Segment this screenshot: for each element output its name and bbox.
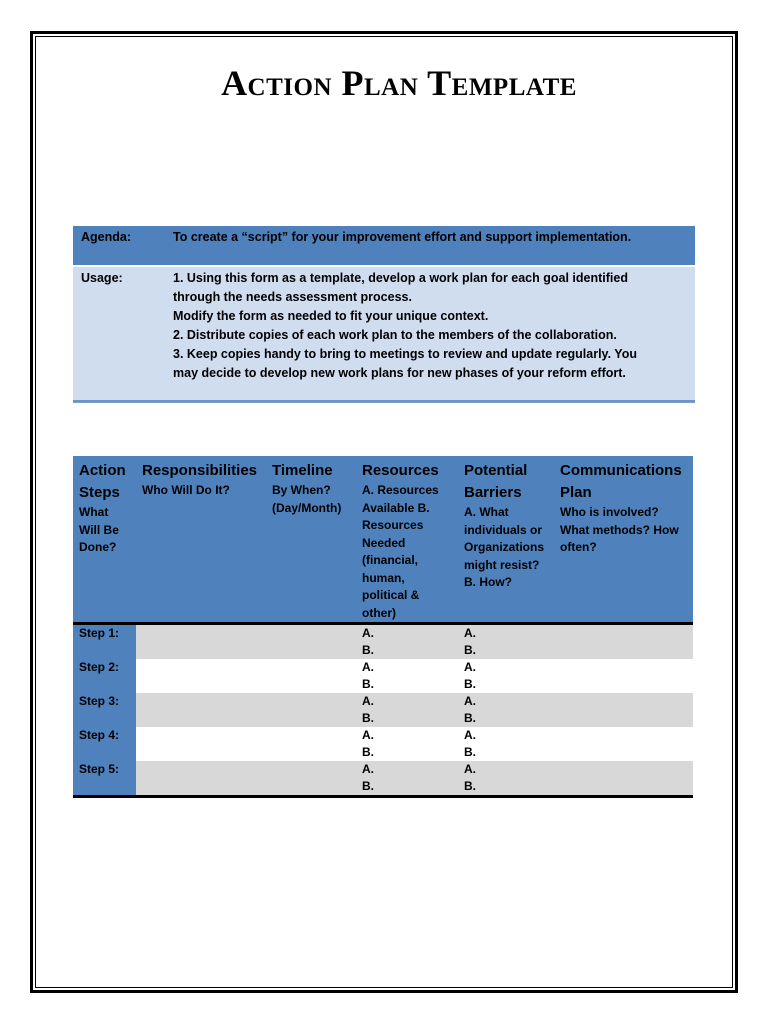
resources-a: A. xyxy=(362,762,374,776)
header-resources xyxy=(356,456,458,624)
step-label: Step 2: xyxy=(73,659,136,693)
timeline-cell[interactable] xyxy=(266,659,356,693)
table-row xyxy=(73,659,693,693)
header-title: Resources xyxy=(362,462,439,479)
header-action-steps xyxy=(73,456,136,624)
timeline-cell[interactable] xyxy=(266,761,356,797)
communications-cell[interactable] xyxy=(554,659,693,693)
resources-cell[interactable] xyxy=(356,761,458,797)
header-timeline xyxy=(266,456,356,624)
header-subtitle: Who is involved? What methods? How often? xyxy=(560,505,679,554)
header-subtitle: A. Resources Available B. Resources Needed (financial, human, political & other) xyxy=(362,483,439,620)
barriers-b: B. xyxy=(464,711,476,725)
header-title: Potential Barriers xyxy=(464,462,528,501)
table-row xyxy=(73,693,693,727)
table-header-row xyxy=(73,456,693,624)
barriers-cell[interactable] xyxy=(458,727,554,761)
step-label: Step 5: xyxy=(73,761,136,797)
table-row xyxy=(73,761,693,797)
header-responsibilities xyxy=(136,456,266,624)
resources-a: A. xyxy=(362,626,374,640)
timeline-cell[interactable] xyxy=(266,624,356,660)
header-subtitle: Who Will Do It? xyxy=(142,483,230,497)
agenda-label: Agenda: xyxy=(73,226,167,266)
usage-line: 2. Distribute copies of each work plan to the members of the collaboration. xyxy=(173,328,617,342)
header-potential-barriers xyxy=(458,456,554,624)
agenda-text: To create a “script” for your improvement effort and support implementation. xyxy=(167,226,695,266)
timeline-cell[interactable] xyxy=(266,693,356,727)
barriers-b: B. xyxy=(464,779,476,793)
barriers-a: A. xyxy=(464,660,476,674)
step-label: Step 3: xyxy=(73,693,136,727)
page-title: Action Plan Template xyxy=(221,63,577,103)
header-subtitle: By When? (Day/Month) xyxy=(272,483,342,515)
responsibilities-cell[interactable] xyxy=(136,727,266,761)
communications-cell[interactable] xyxy=(554,624,693,660)
header-communications-plan xyxy=(554,456,693,624)
usage-row xyxy=(73,266,695,401)
action-plan-table xyxy=(73,456,693,798)
agenda-row xyxy=(73,226,695,266)
resources-b: B. xyxy=(362,779,374,793)
resources-cell[interactable] xyxy=(356,727,458,761)
header-subtitle: What Will Be Done? xyxy=(79,505,119,554)
resources-a: A. xyxy=(362,728,374,742)
barriers-cell[interactable] xyxy=(458,761,554,797)
communications-cell[interactable] xyxy=(554,693,693,727)
header-title: Responsibilities xyxy=(142,462,258,479)
barriers-cell[interactable] xyxy=(458,659,554,693)
barriers-b: B. xyxy=(464,643,476,657)
communications-cell[interactable] xyxy=(554,761,693,797)
usage-line: 3. Keep copies handy to bring to meetings to review and update regularly. You xyxy=(173,347,637,361)
responsibilities-cell[interactable] xyxy=(136,693,266,727)
barriers-a: A. xyxy=(464,762,476,776)
step-label: Step 4: xyxy=(73,727,136,761)
barriers-a: A. xyxy=(464,694,476,708)
table-row xyxy=(73,727,693,761)
resources-b: B. xyxy=(362,643,374,657)
resources-b: B. xyxy=(362,677,374,691)
usage-line: through the needs assessment process. xyxy=(173,290,412,304)
resources-cell[interactable] xyxy=(356,659,458,693)
responsibilities-cell[interactable] xyxy=(136,659,266,693)
usage-line: Modify the form as needed to fit your unique context. xyxy=(173,309,489,323)
table-row xyxy=(73,624,693,660)
resources-a: A. xyxy=(362,660,374,674)
barriers-b: B. xyxy=(464,677,476,691)
header-subtitle: A. What individuals or Organizations might resist? B. How? xyxy=(464,505,545,589)
usage-label: Usage: xyxy=(73,266,167,401)
barriers-a: A. xyxy=(464,626,476,640)
usage-line: 1. Using this form as a template, develop a work plan for each goal identified xyxy=(173,271,628,285)
responsibilities-cell[interactable] xyxy=(136,624,266,660)
resources-b: B. xyxy=(362,745,374,759)
responsibilities-cell[interactable] xyxy=(136,761,266,797)
step-label: Step 1: xyxy=(73,624,136,660)
resources-cell[interactable] xyxy=(356,693,458,727)
header-title: Action Steps xyxy=(79,462,126,501)
timeline-cell[interactable] xyxy=(266,727,356,761)
header-title: Communications Plan xyxy=(560,462,682,501)
communications-cell[interactable] xyxy=(554,727,693,761)
barriers-cell[interactable] xyxy=(458,624,554,660)
resources-cell[interactable] xyxy=(356,624,458,660)
barriers-b: B. xyxy=(464,745,476,759)
resources-b: B. xyxy=(362,711,374,725)
usage-text xyxy=(167,266,695,401)
usage-line: may decide to develop new work plans for new phases of your reform effort. xyxy=(173,366,626,380)
agenda-usage-box xyxy=(73,226,695,402)
header-title: Timeline xyxy=(272,462,333,479)
resources-a: A. xyxy=(362,694,374,708)
barriers-cell[interactable] xyxy=(458,693,554,727)
barriers-a: A. xyxy=(464,728,476,742)
